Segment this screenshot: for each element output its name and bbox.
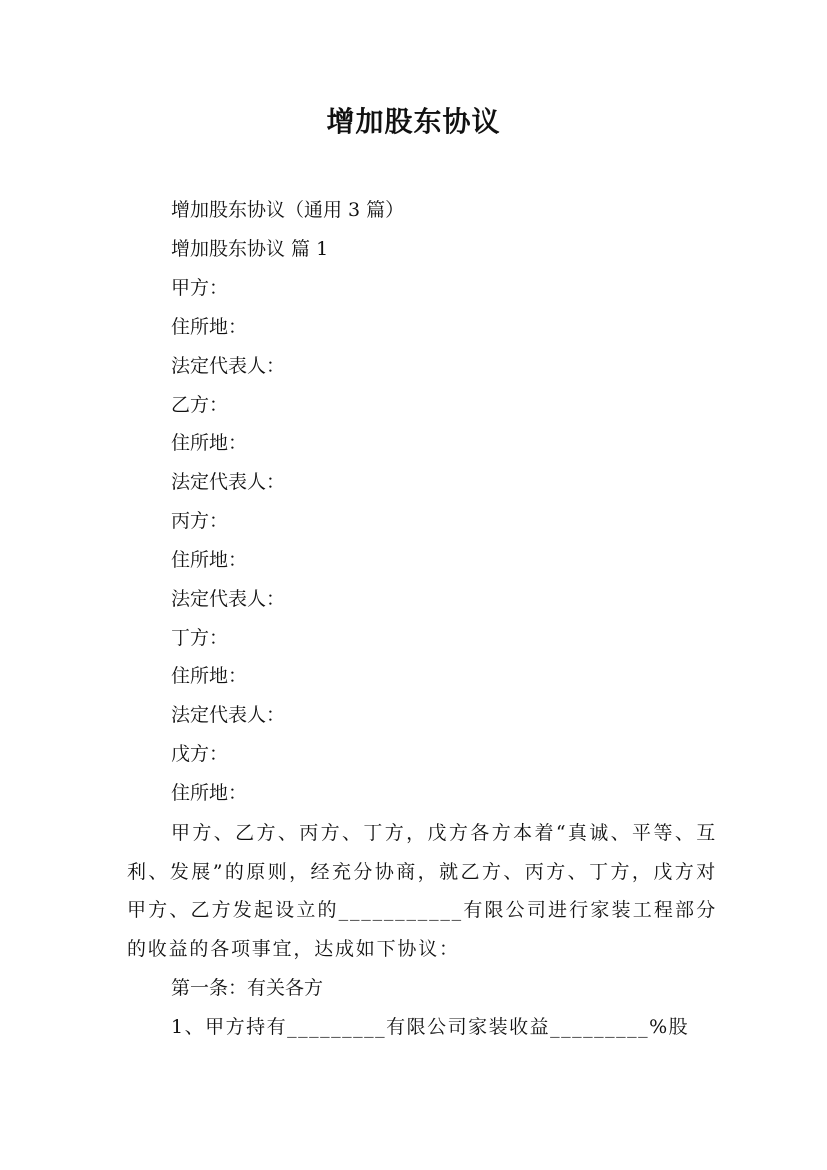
party-line: 住所地： xyxy=(171,665,248,687)
party-line: 法定代表人： xyxy=(171,355,286,377)
party-line: 乙方： xyxy=(171,394,229,416)
party-line: 丁方： xyxy=(171,627,229,649)
document-title: 增加股东协议 xyxy=(326,105,501,138)
party-line: 甲方： xyxy=(171,277,229,299)
party-line: 住所地： xyxy=(171,316,248,338)
party-line: 丙方： xyxy=(171,510,229,532)
article-heading: 第一条：有关各方 xyxy=(171,977,324,999)
party-line: 法定代表人： xyxy=(171,588,286,610)
party-line: 法定代表人： xyxy=(171,704,286,726)
party-line: 住所地： xyxy=(171,432,248,454)
party-line: 法定代表人： xyxy=(171,471,286,493)
party-line: 戊方： xyxy=(171,743,229,765)
party-line: 住所地： xyxy=(171,549,248,571)
clause-1: 1、甲方持有_________有限公司家装收益_________%股 xyxy=(171,1016,690,1038)
section-heading: 增加股东协议 篇 1 xyxy=(171,238,329,260)
intro-paragraph: 甲方、乙方、丙方、丁方，戊方各方本着“真诚、平等、互利、发展”的原则，经充分协商，就乙方、丙方、丁方，戊方对甲方、乙方发起设立的___________有限公司进行家装工程部分的收益的各项事宜，达成如下协议： xyxy=(127,822,717,960)
document-subtitle: 增加股东协议（通用 3 篇） xyxy=(171,199,405,221)
party-line: 住所地： xyxy=(171,782,248,804)
